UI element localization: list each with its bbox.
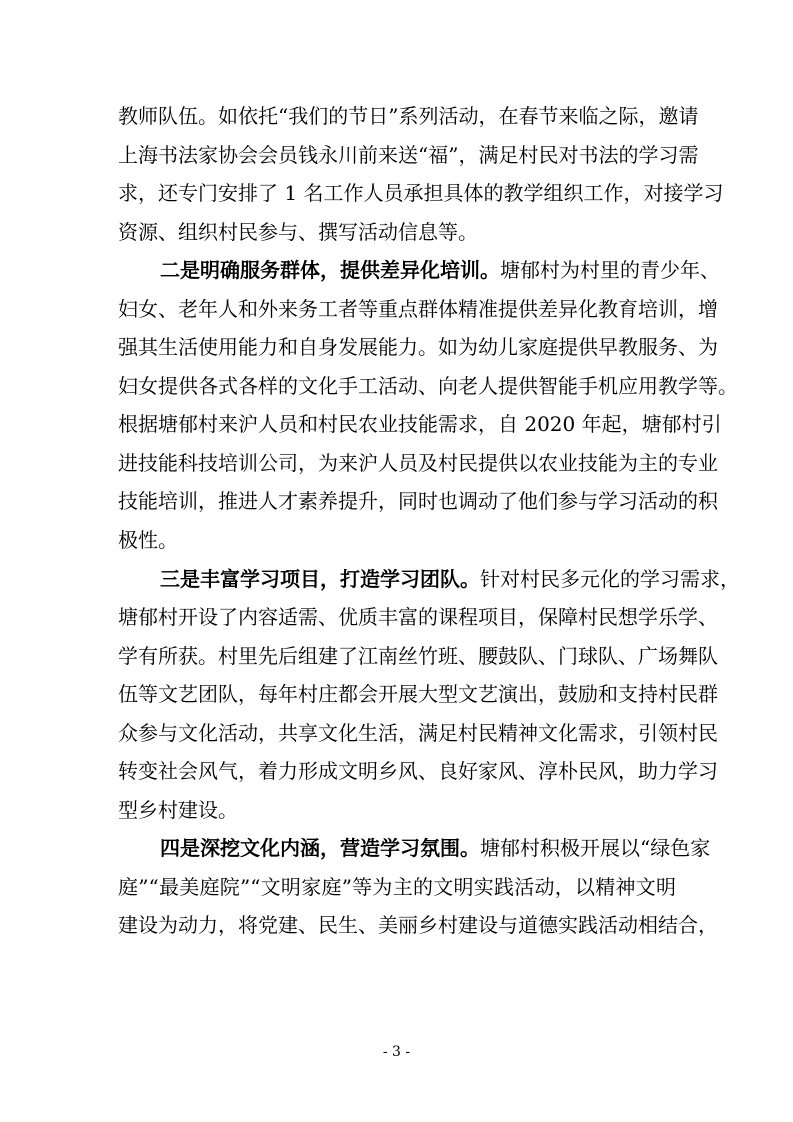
paragraph-line: 庭”“最美庭院”“文明家庭”等为主的文明实践活动，以精神文明 (118, 874, 676, 899)
paragraph-first-line (118, 829, 711, 868)
paragraph-text: 针对村民多元化的学习需求， (480, 566, 740, 591)
paragraph-line: 极性。 (118, 528, 178, 553)
paragraph-first-line (118, 251, 720, 290)
paragraph-text: 塘郁村积极开展以“绿色家 (480, 836, 711, 861)
paragraph-line: 求，还专门安排了 1 名工作人员承担具体的教学组织工作，对接学习 (118, 181, 724, 206)
paragraph-lead: 三是丰富学习项目，打造学习团队。 (160, 566, 480, 591)
page-number: - 3 - (382, 1044, 411, 1060)
paragraph-line: 学有所获。村里先后组建了江南丝竹班、腰鼓队、门球队、广场舞队 (118, 643, 718, 668)
paragraph-lead: 二是明确服务群体，提供差异化培训。 (160, 258, 500, 283)
paragraph-line: 塘郁村开设了内容适需、优质丰富的课程项目，保障村民想学乐学、 (118, 605, 718, 630)
paragraph-line: 众参与文化活动，共享文化生活，满足村民精神文化需求，引领村民 (118, 720, 718, 745)
paragraph-line: 上海书法家协会会员钱永川前来送“福”，满足村民对书法的学习需 (118, 142, 699, 167)
paragraph-line: 根据塘郁村来沪人员和村民农业技能需求，自 2020 年起，塘郁村引 (118, 412, 722, 437)
paragraph-text: 塘郁村为村里的青少年、 (500, 258, 720, 283)
paragraph-line: 教师队伍。如依托“我们的节日”系列活动，在春节来临之际，邀请 (118, 104, 699, 128)
paragraph-line: 型乡村建设。 (118, 797, 238, 822)
paragraph-line: 妇女、老年人和外来务工者等重点群体精准提供差异化教育培训，增 (118, 296, 718, 321)
paragraph-first-line (118, 560, 740, 599)
paragraph-line: 建设为动力，将党建、民生、美丽乡村建设与道德实践活动相结合， (118, 913, 718, 938)
body-text (118, 97, 740, 945)
paragraph-line: 技能培训，推进人才素养提升，同时也调动了他们参与学习活动的积 (118, 489, 718, 514)
paragraph-line: 进技能科技培训公司，为来沪人员及村民提供以农业技能为主的专业 (118, 450, 718, 475)
paragraph-lead: 四是深挖文化内涵，营造学习氛围。 (160, 836, 480, 861)
paragraph-line: 资源、组织村民参与、撰写活动信息等。 (118, 219, 478, 244)
paragraph-line: 强其生活使用能力和自身发展能力。如为幼儿家庭提供早教服务、为 (118, 335, 718, 360)
paragraph-line: 妇女提供各式各样的文化手工活动、向老人提供智能手机应用教学等。 (118, 373, 738, 398)
paragraph-line: 伍等文艺团队，每年村庄都会开展大型文艺演出，鼓励和支持村民群 (118, 682, 718, 707)
paragraph-line: 转变社会风气，着力形成文明乡风、良好家风、淳朴民风，助力学习 (118, 759, 718, 784)
